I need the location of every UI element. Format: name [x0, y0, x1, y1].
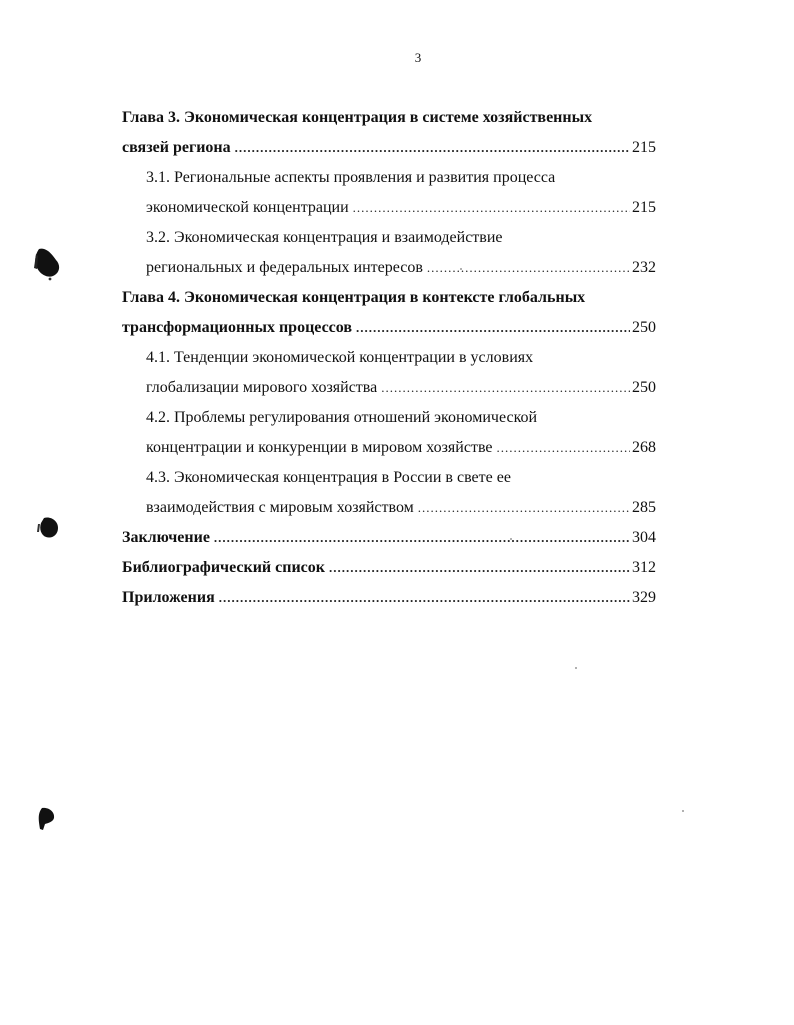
- punch-hole-blot: [36, 806, 58, 832]
- toc-page-number: 285: [632, 499, 656, 516]
- scan-speck: [510, 538, 512, 540]
- toc-page-number: 250: [632, 319, 656, 336]
- scan-speck: [575, 667, 577, 669]
- toc-entry-s42-title: 4.2. Проблемы регулирования отношений экономической: [146, 409, 538, 426]
- dot-leader: [381, 373, 630, 403]
- toc-entry-label: концентрации и конкуренции в мировом хозяйстве: [146, 439, 493, 456]
- toc-page-number: 232: [632, 259, 656, 276]
- toc-entry-s32[interactable]: [146, 253, 656, 283]
- toc-entry-s31-title: 3.1. Региональные аспекты проявления и развития процесса: [146, 169, 556, 186]
- toc-entry-bibliography[interactable]: [122, 553, 656, 583]
- dot-leader: [497, 433, 630, 463]
- toc-entry-s42[interactable]: [146, 433, 656, 463]
- scan-speck: [460, 268, 462, 270]
- toc-entry-label: глобализации мирового хозяйства: [146, 379, 378, 396]
- toc-entry-s43-title: 4.3. Экономическая концентрация в России в свете ее: [146, 469, 511, 486]
- dot-leader: [329, 553, 630, 583]
- toc-entry-ch4[interactable]: [122, 313, 656, 343]
- dot-leader: [356, 313, 630, 343]
- toc-entry-label: трансформационных процессов: [122, 319, 353, 336]
- toc-entry-label: связей региона: [122, 139, 231, 156]
- toc-entry-ch4-title: Глава 4. Экономическая концентрация в контексте глобальных: [122, 289, 586, 306]
- toc-entry-s41[interactable]: [146, 373, 656, 403]
- dot-leader: [219, 583, 630, 613]
- toc-page-number: 312: [632, 559, 656, 576]
- toc-entry-label: Библиографический список: [122, 559, 325, 576]
- dot-leader: [353, 193, 630, 223]
- page-number: 3: [414, 50, 422, 65]
- punch-hole-blot: [30, 246, 64, 284]
- scan-speck: [682, 810, 684, 812]
- toc-entry-label: экономической концентрации: [146, 199, 349, 216]
- toc-page-number: 215: [632, 139, 656, 156]
- toc-entry-label: Приложения: [122, 589, 215, 606]
- dot-leader: [427, 253, 630, 283]
- toc-page-number: 304: [632, 529, 656, 546]
- toc-entry-conclusion[interactable]: [122, 523, 656, 553]
- toc-entry-label: региональных и федеральных интересов: [146, 259, 423, 276]
- toc-entry-s43[interactable]: [146, 493, 656, 523]
- toc-entry-s31[interactable]: [146, 193, 656, 223]
- punch-hole-blot: [36, 515, 62, 541]
- dot-leader: [418, 493, 630, 523]
- toc-page-number: 215: [632, 199, 656, 216]
- toc-entry-appendices[interactable]: [122, 583, 656, 613]
- toc-entry-ch3-title: Глава 3. Экономическая концентрация в системе хозяйственных: [122, 109, 593, 126]
- dot-leader: [214, 523, 630, 553]
- toc-entry-label: Заключение: [122, 529, 210, 546]
- toc-entry-s41-title: 4.1. Тенденции экономической концентрации в условиях: [146, 349, 534, 366]
- toc-entry-label: взаимодействия с мировым хозяйством: [146, 499, 414, 516]
- toc-page-number: 250: [632, 379, 656, 396]
- toc-page-number: 268: [632, 439, 656, 456]
- toc-entry-s32-title: 3.2. Экономическая концентрация и взаимодействие: [146, 229, 503, 246]
- toc-entry-ch3[interactable]: [122, 133, 656, 163]
- dot-leader: [235, 133, 630, 163]
- toc-page-number: 329: [632, 589, 656, 606]
